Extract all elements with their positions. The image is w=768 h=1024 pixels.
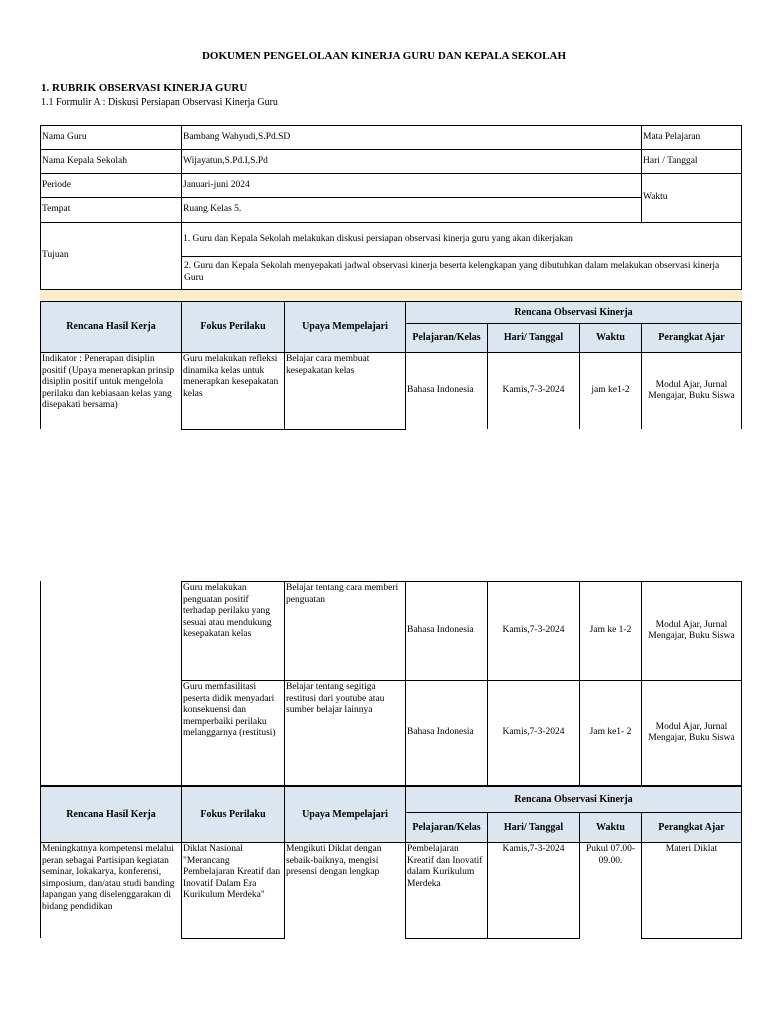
t1-row2-pelajaran: Bahasa Indonesia [405, 581, 488, 681]
t1-row3-waktu: Jam ke1- 2 [579, 680, 642, 786]
nama-guru-value: Bambang Wahyudi,S.Pd.SD [181, 125, 642, 150]
t1-row1-rencana: Indikator : Penerapan disiplin positif (Upaya menerapkan prinsip disiplin positif untuk mengelola perilaku dan kebiasaan kelas yang disepakati bersama) [40, 352, 182, 429]
t1-row1-waktu: jam ke1-2 [579, 352, 642, 429]
t1-row1-upaya: Belajar cara membuat kesepakatan kelas [284, 352, 406, 430]
t2-header-upaya: Upaya Mempelajari [284, 786, 406, 843]
subsection-heading: 1.1 Formulir A : Diskusi Persiapan Observasi Kinerja Guru [41, 97, 278, 108]
t1-row2-fokus: Guru melakukan penguatan positif terhadap perilaku yang sesuai atau mendukung kesepakatan kelas [181, 581, 285, 681]
t2-header-rencana-hasil: Rencana Hasil Kerja [40, 786, 182, 843]
t2-header-hari: Hari/ Tanggal [487, 812, 580, 843]
t1-row3-pelajaran: Bahasa Indonesia [405, 680, 488, 786]
t1-row3-fokus: Guru memfasilitasi peserta didik menyadari konsekuensi dan memperbaiki perilaku melanggarnya (restitusi) [181, 680, 285, 786]
t1-row3-upaya: Belajar tentang segitiga restitusi dari youtube atau sumber belajar lainnya [284, 680, 406, 786]
nama-guru-label: Nama Guru [40, 125, 182, 150]
t1-row3-perangkat: Modul Ajar, Jurnal Mengajar, Buku Siswa [641, 680, 742, 786]
t2-header-fokus: Fokus Perilaku [181, 786, 285, 843]
section-heading: 1. RUBRIK OBSERVASI KINERJA GURU [41, 82, 248, 94]
tujuan-1: 1. Guru dan Kepala Sekolah melakukan diskusi persiapan observasi kinerja guru yang akan dikerjakan [181, 222, 742, 257]
t2-row1-waktu: Pukul 07.00-09.00. [579, 842, 642, 939]
t1-row2-waktu: Jam ke 1-2 [579, 581, 642, 681]
t1-row1-hari: Kamis,7-3-2024 [487, 352, 580, 429]
tujuan-2 [181, 256, 742, 290]
t2-header-pelajaran: Pelajaran/Kelas [405, 812, 488, 843]
tempat-value: Ruang Kelas 5. [181, 197, 642, 223]
header-fokus: Fokus Perilaku [181, 301, 285, 353]
header-waktu: Waktu [579, 323, 642, 353]
t1-rencana-continued [40, 581, 182, 786]
periode-label: Periode [40, 173, 182, 198]
t2-header-perangkat: Perangkat Ajar [641, 812, 742, 843]
header-rencana-obs: Rencana Observasi Kinerja [405, 301, 742, 324]
header-rencana-hasil: Rencana Hasil Kerja [40, 301, 182, 353]
t1-row1-fokus: Guru melakukan refleksi dinamika kelas untuk menerapkan kesepakatan kelas [181, 352, 285, 430]
t2-header-rencana-obs: Rencana Observasi Kinerja [405, 786, 742, 813]
t1-row1-pelajaran: Bahasa Indonesia [405, 352, 488, 429]
t1-row3-hari: Kamis,7-3-2024 [487, 680, 580, 786]
t2-row1-upaya: Mengikuti Diklat dengan sebaik-baiknya, mengisi presensi dengan lengkap [284, 842, 406, 939]
periode-value: Januari-juni 2024 [181, 173, 642, 198]
kepsek-value: Wijayatun,S.Pd.I,S.Pd [181, 149, 642, 174]
t1-row2-upaya: Belajar tentang cara memberi penguatan [284, 581, 406, 681]
t2-row1-hari: Kamis,7-3-2024 [487, 842, 580, 939]
tujuan-2-text: 2. Guru dan Kepala Sekolah menyepakati jadwal observasi kinerja beserta kelengkapan yang dibutuhkan dalam melakukan observasi kinerja Guru [184, 261, 720, 283]
header-upaya: Upaya Mempelajari [284, 301, 406, 353]
t2-header-waktu: Waktu [579, 812, 642, 843]
separator-band [40, 290, 742, 301]
t1-row2-perangkat: Modul Ajar, Jurnal Mengajar, Buku Siswa [641, 581, 742, 681]
hari-label: Hari / Tanggal [641, 149, 742, 174]
waktu-label: Waktu [641, 173, 742, 223]
t1-row2-hari: Kamis,7-3-2024 [487, 581, 580, 681]
t2-row1-fokus: Diklat Nasional "Merancang Pembelajaran Kreatif dan Inovatif Dalam Era Kurikulum Merdeka" [181, 842, 285, 939]
t2-row1-pelajaran: Pembelajaran Kreatif dan Inovatif dalam Kurikulum Merdeka [405, 842, 488, 939]
tujuan-label: Tujuan [40, 222, 182, 290]
header-hari: Hari/ Tanggal [487, 323, 580, 353]
header-pelajaran: Pelajaran/Kelas [405, 323, 488, 353]
t2-row1-rencana: Meningkatnya kompetensi melalui peran sebagai Partisipan kegiatan seminar, lokakarya, konferensi, simposium, dan/atau studi banding lapangan yang diselenggarakan di bidang pendidikan [40, 842, 182, 938]
document-title: DOKUMEN PENGELOLAAN KINERJA GURU DAN KEPALA SEKOLAH [201, 50, 567, 62]
header-perangkat: Perangkat Ajar [641, 323, 742, 353]
mapel-label: Mata Pelajaran [641, 125, 742, 150]
t2-row1-perangkat: Materi Diklat [641, 842, 742, 939]
kepsek-label: Nama Kepala Sekolah [40, 149, 182, 174]
t1-row1-perangkat: Modul Ajar, Jurnal Mengajar, Buku Siswa [641, 352, 742, 429]
tempat-label: Tempat [40, 197, 182, 223]
